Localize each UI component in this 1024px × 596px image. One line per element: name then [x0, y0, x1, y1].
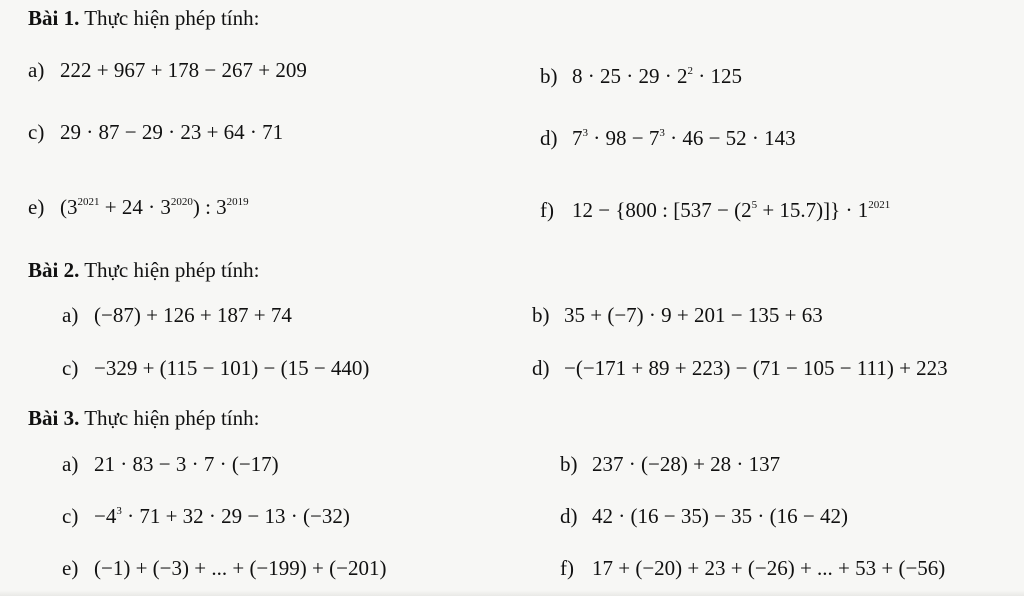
section-3-label: Bài 3. [28, 406, 80, 430]
problem-1f [540, 198, 890, 223]
section-1-title: Thực hiện phép tính: [84, 6, 260, 30]
problem-expression: (−1) + (−3) + ... + (−199) + (−201) [94, 556, 387, 580]
section-1-label: Bài 1. [28, 6, 80, 30]
problem-1b [540, 64, 742, 89]
problem-expression: $7^3 \cdot 98 - 7^3 \cdot 46 - 52 \cdot 143$ [572, 126, 796, 150]
problem-label: a) [62, 452, 79, 476]
problem-label: d) [560, 504, 578, 528]
problem-expression: $(3^{2021} + 24 \cdot 3^{2020})$ : $3^{2019}$ [60, 195, 249, 219]
problem-expression: 12 − {800 : $[537 - (2^5 + 15.7)]\} \cdot 1^{2021}$ [572, 198, 891, 222]
section-3-title: Thực hiện phép tính: [84, 406, 260, 430]
problem-label: b) [560, 452, 578, 476]
problem-1d [540, 126, 796, 151]
problem-expression: 21 · 83 − 3 · 7 · (−17) [94, 452, 279, 476]
problem-1a [28, 58, 307, 83]
problem-expression: (−87) + 126 + 187 + 74 [94, 303, 292, 327]
problem-label: a) [28, 58, 45, 82]
problem-label: f) [560, 556, 574, 580]
problem-expression: 42 · (16 − 35) − 35 · (16 − 42) [592, 504, 848, 528]
section-2-title: Thực hiện phép tính: [84, 258, 260, 282]
problem-1e [28, 195, 249, 220]
problem-label: c) [62, 356, 79, 380]
problem-expression: −(−171 + 89 + 223) − (71 − 105 − 111) + 223 [564, 356, 948, 380]
problem-expression: 222 + 967 + 178 − 267 + 209 [60, 58, 307, 82]
problem-expression: $-4^3 \cdot 71 + 32 \cdot 29 - 13 \cdot (-32)$ [94, 504, 350, 528]
problem-2c [62, 356, 369, 381]
problem-label: f) [540, 198, 554, 222]
problem-1c [28, 120, 283, 145]
section-2-heading [28, 258, 259, 283]
problem-expression: 17 + (−20) + 23 + (−26) + ... + 53 + (−56) [592, 556, 946, 580]
problem-label: c) [62, 504, 79, 528]
section-3-heading [28, 406, 259, 431]
problem-3e [62, 556, 386, 581]
problem-label: b) [540, 64, 558, 88]
problem-3d [560, 504, 848, 529]
problem-expression: 237 · (−28) + 28 · 137 [592, 452, 781, 476]
problem-expression: $8 \cdot 25 \cdot 29 \cdot 2^2 \cdot 125$ [572, 64, 742, 88]
section-1-heading [28, 6, 259, 31]
problem-expression: −329 + (115 − 101) − (15 − 440) [94, 356, 370, 380]
problem-3c [62, 504, 350, 529]
problem-3b [560, 452, 780, 477]
problem-2a [62, 303, 292, 328]
problem-label: d) [532, 356, 550, 380]
problem-label: c) [28, 120, 45, 144]
section-2-label: Bài 2. [28, 258, 80, 282]
problem-3f [560, 556, 945, 581]
problem-3a [62, 452, 279, 477]
problem-2b [532, 303, 823, 328]
problem-label: a) [62, 303, 79, 327]
problem-label: e) [28, 195, 45, 219]
problem-expression: 29 · 87 − 29 · 23 + 64 · 71 [60, 120, 284, 144]
problem-label: e) [62, 556, 79, 580]
problem-2d [532, 356, 948, 381]
problem-expression: 35 + (−7) · 9 + 201 − 135 + 63 [564, 303, 823, 327]
problem-label: d) [540, 126, 558, 150]
problem-label: b) [532, 303, 550, 327]
page-bottom-edge [0, 590, 1024, 596]
